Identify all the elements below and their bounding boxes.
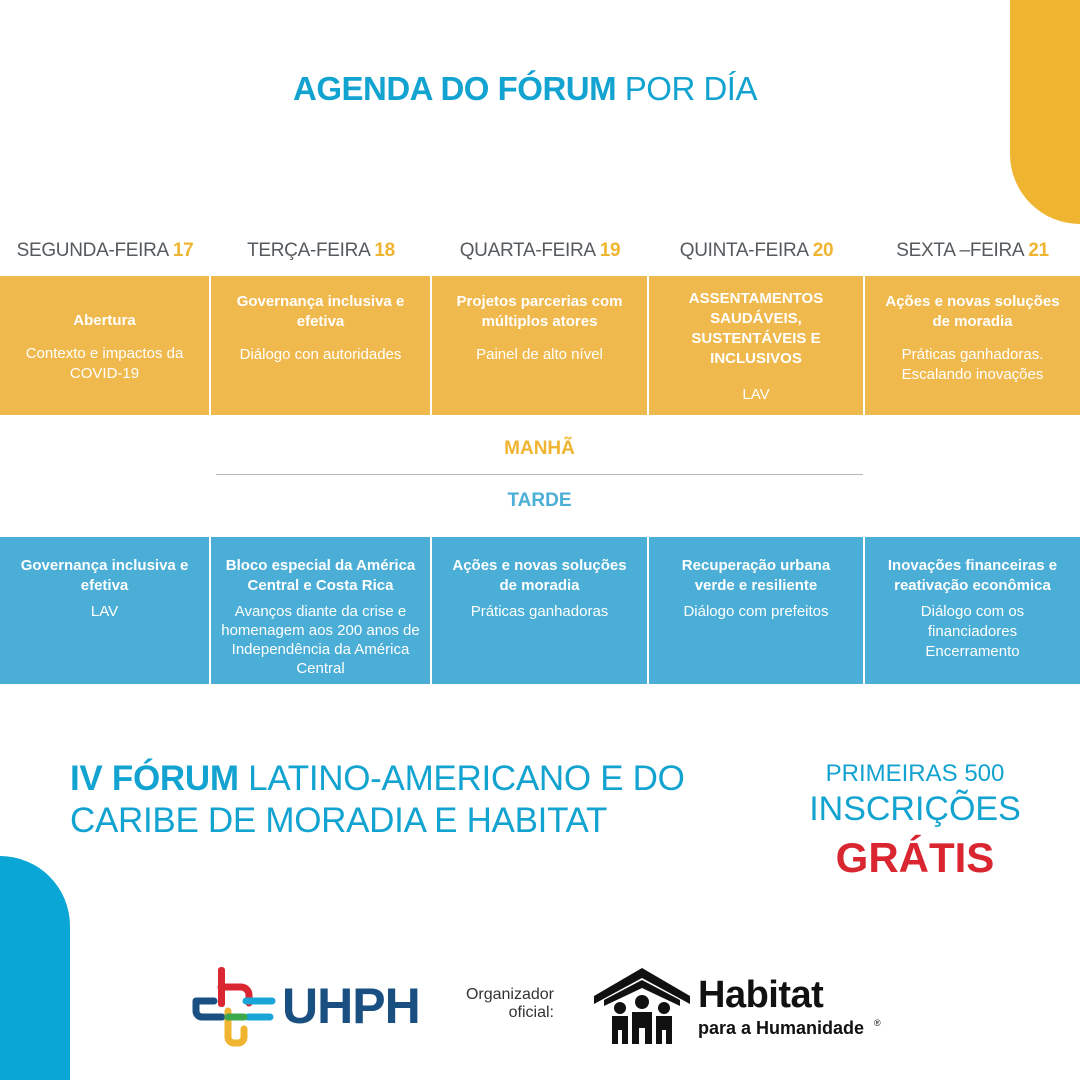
- session-description: Diálogo con autoridades: [239, 346, 402, 363]
- day-headers: [0, 240, 1080, 270]
- session-title: Governança inclusiva e efetiva: [236, 293, 405, 330]
- session-title: Governança inclusiva e efetiva: [20, 557, 189, 594]
- session-card: [211, 276, 430, 415]
- promo-free-label: GRÁTIS: [835, 834, 995, 881]
- day-number: 21: [1028, 240, 1049, 261]
- corner-decoration-yellow: [1010, 0, 1080, 224]
- session-title: Inovações financeiras e reativação econômica: [887, 557, 1058, 594]
- session-card: [0, 537, 209, 684]
- forum-title-rest: LATINO-AMERICANO E DO CARIBE DE MORADIA E HABITAT: [70, 759, 685, 840]
- day-number: 17: [172, 240, 194, 261]
- day-number: 20: [812, 240, 834, 261]
- session-description: Painel de alto nível: [476, 346, 603, 363]
- corner-decoration-blue: [0, 856, 70, 1080]
- day-header: [0, 240, 210, 270]
- habitat-logo-subtitle: para a Humanidade: [698, 1018, 865, 1038]
- session-description: Contexto e impactos da COVID-19: [25, 345, 184, 382]
- day-header: [432, 240, 648, 270]
- period-divider: [216, 474, 863, 475]
- page-title-bold: AGENDA DO FÓRUM: [293, 70, 617, 107]
- afternoon-sessions: [0, 537, 1080, 684]
- day-header: [649, 240, 864, 270]
- session-card: [432, 276, 647, 415]
- session-title: Ações e novas soluções de moradia: [452, 557, 627, 594]
- session-card: [865, 276, 1080, 415]
- session-description: LAV: [742, 386, 770, 403]
- session-title: Projetos parcerias com múltiplos atores: [456, 293, 623, 330]
- session-title: Recuperação urbana verde e resiliente: [681, 557, 831, 594]
- session-card: [865, 537, 1080, 684]
- page-title: [0, 70, 1050, 108]
- session-card: [211, 537, 430, 684]
- day-name: SEGUNDA-FEIRA: [16, 240, 168, 261]
- day-name: QUARTA-FEIRA: [459, 240, 595, 261]
- registered-mark: ®: [874, 1018, 881, 1028]
- morning-sessions: [0, 276, 1080, 415]
- session-description: Práticas ganhadoras. Escalando inovações: [901, 346, 1044, 383]
- session-description: Práticas ganhadoras: [470, 603, 609, 620]
- day-name: QUINTA-FEIRA: [679, 240, 808, 261]
- habitat-house-icon: [590, 966, 694, 1046]
- period-afternoon-label: TARDE: [507, 490, 572, 511]
- day-header: [211, 240, 431, 270]
- day-name: SEXTA –FEIRA: [896, 240, 1024, 261]
- session-card: [649, 537, 863, 684]
- forum-title: [70, 758, 750, 842]
- uhph-logo-icon: [192, 965, 276, 1047]
- promo-line-2: INSCRIÇÕES: [809, 790, 1021, 828]
- period-morning-label: MANHÃ: [504, 438, 575, 459]
- day-header: [865, 240, 1080, 270]
- session-card: [432, 537, 647, 684]
- session-description: LAV: [90, 603, 119, 620]
- uhph-logo-text: UHPH: [282, 978, 420, 1034]
- session-title: Ações e novas soluções de moradia: [885, 293, 1060, 330]
- session-description: Diálogo com os financiadores Encerramento: [920, 603, 1025, 660]
- session-description: Avanços diante da crise e homenagem aos 200 anos de Independência da América Central: [221, 603, 420, 677]
- uhph-logo: [192, 965, 422, 1047]
- session-card: [0, 276, 209, 415]
- day-number: 18: [374, 240, 395, 261]
- habitat-logo: [590, 966, 890, 1046]
- day-name: TERÇA-FEIRA: [247, 240, 370, 261]
- organizer-label: Organizador oficial:: [465, 986, 554, 1021]
- session-description: Diálogo com prefeitos: [683, 603, 829, 620]
- habitat-logo-title: Habitat: [698, 974, 824, 1016]
- promo-line-1: PRIMEIRAS 500: [825, 760, 1005, 787]
- page-title-light: POR DÍA: [624, 70, 757, 107]
- day-number: 19: [599, 240, 621, 261]
- session-card: [649, 276, 863, 415]
- session-title: ASSENTAMENTOS SAUDÁVEIS, SUSTENTÁVEIS E INCLUSIVOS: [688, 290, 824, 367]
- session-title: Bloco especial da América Central e Costa Rica: [225, 557, 416, 594]
- session-title: Abertura: [73, 312, 136, 329]
- forum-title-bold: IV FÓRUM: [70, 759, 239, 798]
